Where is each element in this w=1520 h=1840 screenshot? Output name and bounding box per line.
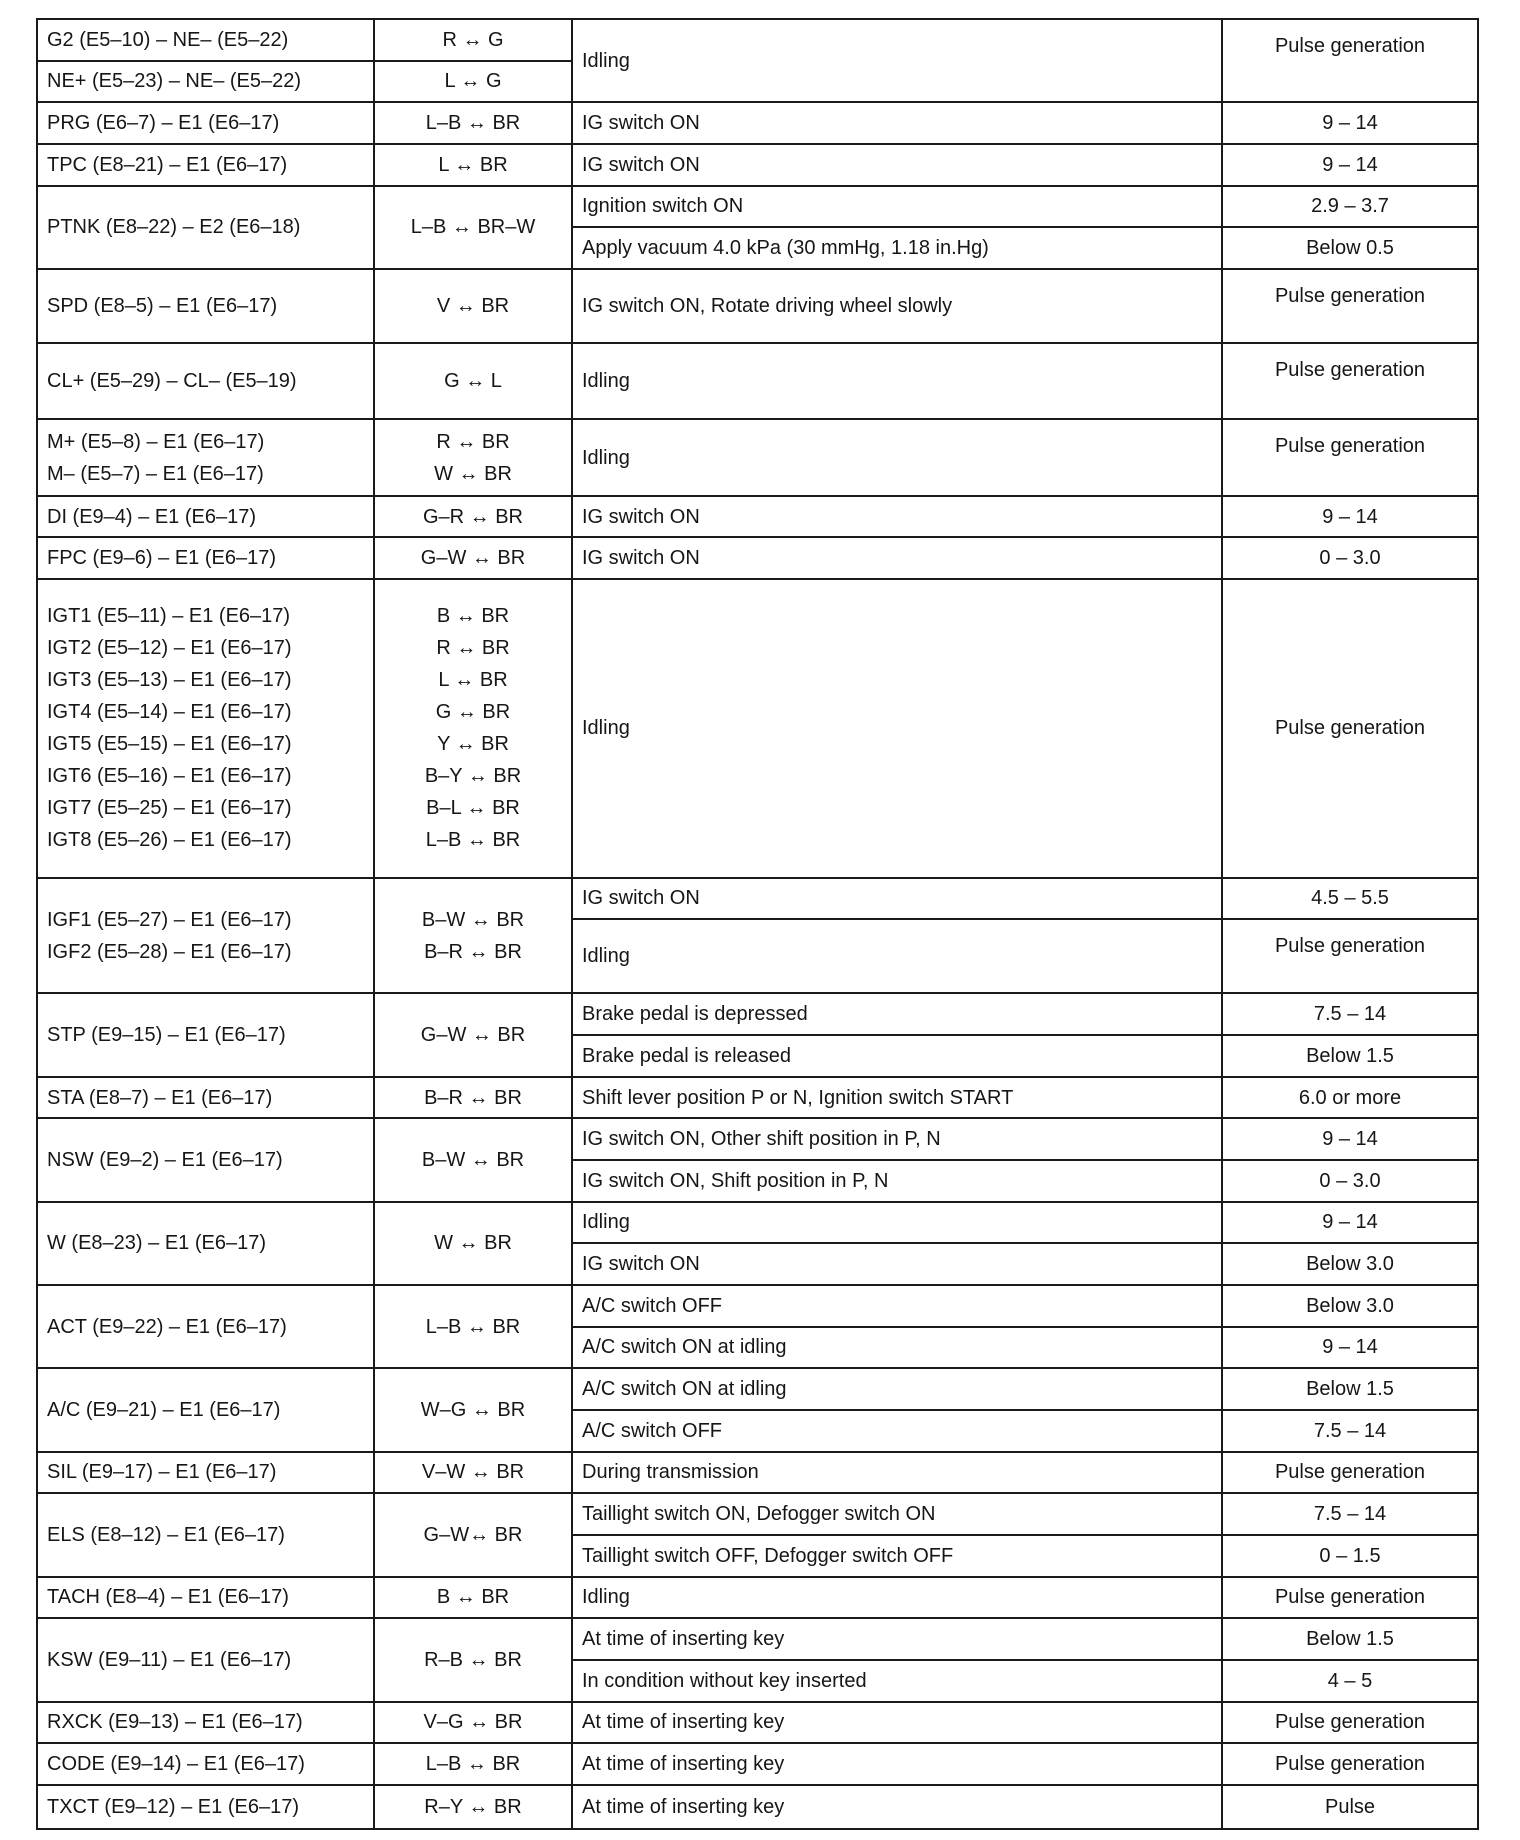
condition-cell: Idling (572, 419, 1222, 495)
terminal-cell-line: SIL (E9–17) – E1 (E6–17) (47, 1461, 277, 1484)
table-row (37, 1743, 1478, 1785)
table-row (37, 579, 1478, 878)
terminal-cell (37, 1118, 374, 1201)
wiring-color-cell-line: B–Y ↔ BR (424, 765, 522, 788)
specified-value-cell: Below 3.0 (1222, 1285, 1478, 1327)
terminal-cell (37, 1285, 374, 1368)
wiring-color-cell (374, 1285, 572, 1368)
terminal-cell (37, 19, 374, 61)
wiring-color-cell-line: B ↔ BR (436, 1586, 510, 1609)
condition-cell: IG switch ON (572, 878, 1222, 920)
condition-cell: Idling (572, 343, 1222, 419)
terminal-cell-line: DI (E9–4) – E1 (E6–17) (47, 505, 256, 528)
terminal-cell-line: KSW (E9–11) – E1 (E6–17) (47, 1648, 292, 1671)
wiring-color-cell-line: W ↔ BR (434, 1232, 512, 1255)
specified-value-cell: 4 – 5 (1222, 1660, 1478, 1702)
wiring-color-cell-line: L–B ↔ BR (425, 1753, 521, 1775)
terminal-cell (37, 144, 374, 186)
condition-cell: A/C switch ON at idling (572, 1368, 1222, 1410)
terminal-cell-line: STP (E9–15) – E1 (E6–17) (47, 1024, 286, 1047)
terminal-cell-line: ACT (E9–22) – E1 (E6–17) (47, 1315, 287, 1338)
condition-cell: IG switch ON (572, 1243, 1222, 1285)
specified-value-cell: Below 0.5 (1222, 227, 1478, 269)
terminal-cell-line: M+ (E5–8) – E1 (E6–17) (47, 430, 265, 453)
wiring-color-cell-line: R ↔ BR (436, 430, 510, 453)
specified-value-cell: 7.5 – 14 (1222, 1410, 1478, 1452)
specified-value-cell: 9 – 14 (1222, 1118, 1478, 1160)
condition-cell: Idling (572, 919, 1222, 993)
wiring-color-cell-line: B–R ↔ BR (424, 1086, 522, 1109)
condition-cell: Shift lever position P or N, Ignition switch START (572, 1077, 1222, 1119)
wiring-color-cell (374, 186, 572, 269)
condition-cell: IG switch ON, Other shift position in P, N (572, 1118, 1222, 1160)
table-row (37, 1285, 1478, 1327)
wiring-color-cell-line: R–Y ↔ BR (424, 1795, 522, 1818)
wiring-color-cell-line: G–W ↔ BR (420, 1024, 526, 1047)
condition-cell: Taillight switch OFF, Defogger switch OFF (572, 1535, 1222, 1577)
table-row (37, 19, 1478, 61)
table-row (37, 1202, 1478, 1244)
wiring-color-cell (374, 1202, 572, 1285)
wiring-color-cell-line: R ↔ G (442, 28, 504, 51)
terminal-cell-line: IGT4 (E5–14) – E1 (E6–17) (47, 701, 292, 724)
wiring-color-cell-line: L ↔ BR (438, 153, 508, 176)
table-row (37, 1452, 1478, 1494)
terminal-cell (37, 1785, 374, 1829)
condition-cell: A/C switch OFF (572, 1285, 1222, 1327)
specified-value-cell: 7.5 – 14 (1222, 993, 1478, 1035)
terminal-cell (37, 579, 374, 878)
terminal-cell-line: ELS (E8–12) – E1 (E6–17) (47, 1523, 285, 1546)
wiring-color-cell-line: L–B ↔ BR–W (410, 216, 536, 239)
condition-cell: Idling (572, 1577, 1222, 1619)
terminal-cell-line: G2 (E5–10) – NE– (E5–22) (47, 28, 289, 51)
wiring-color-cell-line: B–L ↔ BR (426, 797, 520, 820)
wiring-color-cell (374, 1368, 572, 1451)
table-row (37, 343, 1478, 419)
condition-cell: IG switch ON (572, 144, 1222, 186)
terminal-cell-line: IGT2 (E5–12) – E1 (E6–17) (47, 637, 292, 660)
table-row (37, 186, 1478, 228)
terminal-cell-line: TXCT (E9–12) – E1 (E6–17) (47, 1795, 299, 1818)
terminal-cell-line: IGT3 (E5–13) – E1 (E6–17) (47, 669, 292, 692)
condition-cell: IG switch ON (572, 537, 1222, 579)
wiring-color-cell (374, 993, 572, 1076)
wiring-color-cell-line: B–R ↔ BR (424, 940, 522, 963)
table-row (37, 537, 1478, 579)
wiring-color-cell-line: L–B ↔ BR (425, 829, 521, 852)
wiring-color-cell (374, 269, 572, 343)
specified-value-cell: 4.5 – 5.5 (1222, 878, 1478, 920)
table-row (37, 1702, 1478, 1744)
condition-cell: At time of inserting key (572, 1785, 1222, 1829)
terminal-cell-line: IGT8 (E5–26) – E1 (E6–17) (47, 829, 292, 852)
terminal-cell-line: SPD (E8–5) – E1 (E6–17) (47, 294, 278, 317)
wiring-color-cell (374, 1452, 572, 1494)
condition-cell: Ignition switch ON (572, 186, 1222, 228)
terminal-cell-line: FPC (E9–6) – E1 (E6–17) (47, 547, 276, 570)
terminal-cell-line: CODE (E9–14) – E1 (E6–17) (47, 1753, 305, 1775)
specified-value-cell: 0 – 3.0 (1222, 1160, 1478, 1202)
wiring-color-cell-line: R–B ↔ BR (424, 1648, 522, 1671)
terminal-cell (37, 419, 374, 495)
specified-value-cell: Below 3.0 (1222, 1243, 1478, 1285)
wiring-color-cell-line: V–G ↔ BR (423, 1711, 523, 1734)
wiring-color-cell-line: L–B ↔ BR (425, 1315, 521, 1338)
specified-value-cell: Below 1.5 (1222, 1618, 1478, 1660)
table-row (37, 102, 1478, 144)
wiring-color-cell (374, 61, 572, 103)
terminal-cell (37, 993, 374, 1076)
specified-value-cell: Below 1.5 (1222, 1368, 1478, 1410)
wiring-color-cell-line: V ↔ BR (436, 294, 510, 317)
table-row (37, 144, 1478, 186)
terminal-cell-line: A/C (E9–21) – E1 (E6–17) (47, 1398, 281, 1421)
condition-cell: IG switch ON (572, 102, 1222, 144)
terminal-cell (37, 61, 374, 103)
condition-cell: At time of inserting key (572, 1743, 1222, 1785)
terminal-cell (37, 1368, 374, 1451)
specified-value-cell: Pulse generation (1222, 579, 1478, 878)
wiring-color-cell (374, 419, 572, 495)
terminal-cell-line: TPC (E8–21) – E1 (E6–17) (47, 153, 288, 176)
terminal-cell (37, 1702, 374, 1744)
table-row (37, 269, 1478, 343)
terminal-cell (37, 1077, 374, 1119)
specified-value-cell: Below 1.5 (1222, 1035, 1478, 1077)
table-row (37, 1577, 1478, 1619)
terminal-cell (37, 1452, 374, 1494)
specified-value-cell: Pulse generation (1222, 269, 1478, 343)
specified-value-cell: 7.5 – 14 (1222, 1493, 1478, 1535)
wiring-color-cell-line: B–W ↔ BR (421, 908, 525, 931)
condition-cell: During transmission (572, 1452, 1222, 1494)
condition-cell: IG switch ON, Rotate driving wheel slowly (572, 269, 1222, 343)
specified-value-cell: Pulse generation (1222, 919, 1478, 993)
wiring-color-cell-line: G ↔ L (444, 370, 502, 393)
condition-cell: A/C switch ON at idling (572, 1327, 1222, 1369)
terminal-cell-line: IGF1 (E5–27) – E1 (E6–17) (47, 908, 292, 931)
wiring-color-cell-line: L–B ↔ BR (425, 112, 521, 135)
terminal-voltage-table-body (37, 19, 1478, 1829)
table-row (37, 878, 1478, 920)
wiring-color-cell (374, 1077, 572, 1119)
terminal-cell (37, 1618, 374, 1701)
specified-value-cell: Pulse generation (1222, 1577, 1478, 1619)
wiring-color-cell (374, 1493, 572, 1576)
wiring-color-cell (374, 1743, 572, 1785)
specified-value-cell: 9 – 14 (1222, 1202, 1478, 1244)
table-row (37, 1785, 1478, 1829)
wiring-color-cell-line: R ↔ BR (436, 637, 510, 660)
wiring-color-cell-line: W–G ↔ BR (420, 1398, 526, 1421)
terminal-cell-line: IGF2 (E5–28) – E1 (E6–17) (47, 940, 292, 963)
wiring-color-cell (374, 19, 572, 61)
terminal-cell-line: NSW (E9–2) – E1 (E6–17) (47, 1148, 283, 1171)
wiring-color-cell (374, 1785, 572, 1829)
terminal-cell (37, 343, 374, 419)
wiring-color-cell (374, 1702, 572, 1744)
condition-cell: At time of inserting key (572, 1618, 1222, 1660)
terminal-cell-line: IGT5 (E5–15) – E1 (E6–17) (47, 733, 292, 756)
wiring-color-cell (374, 1577, 572, 1619)
specified-value-cell: Pulse generation (1222, 1452, 1478, 1494)
wiring-color-cell-line: G–R ↔ BR (422, 505, 524, 528)
condition-cell: Brake pedal is released (572, 1035, 1222, 1077)
terminal-cell (37, 1743, 374, 1785)
specified-value-cell: 9 – 14 (1222, 496, 1478, 538)
terminal-cell-line: PRG (E6–7) – E1 (E6–17) (47, 112, 280, 135)
wiring-color-cell-line: B ↔ BR (436, 605, 510, 628)
table-row (37, 993, 1478, 1035)
wiring-color-cell-line: G–W ↔ BR (420, 547, 526, 570)
terminal-cell-line: NE+ (E5–23) – NE– (E5–22) (47, 70, 302, 93)
specified-value-cell: 0 – 3.0 (1222, 537, 1478, 579)
condition-cell: Idling (572, 1202, 1222, 1244)
table-row (37, 419, 1478, 495)
condition-cell: Apply vacuum 4.0 kPa (30 mmHg, 1.18 in.Hg) (572, 227, 1222, 269)
terminal-cell (37, 878, 374, 994)
terminal-cell-line: CL+ (E5–29) – CL– (E5–19) (47, 370, 297, 393)
table-row (37, 1077, 1478, 1119)
wiring-color-cell-line: Y ↔ BR (437, 733, 509, 756)
specified-value-cell: 9 – 14 (1222, 144, 1478, 186)
terminal-cell (37, 269, 374, 343)
terminal-cell-line: W (E8–23) – E1 (E6–17) (47, 1232, 266, 1255)
wiring-color-cell-line: W ↔ BR (434, 462, 512, 485)
terminal-cell-line: M– (E5–7) – E1 (E6–17) (47, 462, 264, 485)
terminal-cell (37, 1493, 374, 1576)
terminal-cell (37, 537, 374, 579)
terminal-voltage-table (36, 18, 1479, 1830)
condition-cell: Idling (572, 579, 1222, 878)
terminal-cell-line: IGT7 (E5–25) – E1 (E6–17) (47, 797, 292, 820)
wiring-color-cell-line: B–W ↔ BR (421, 1148, 525, 1171)
wiring-color-cell-line: G–W↔ BR (423, 1523, 523, 1546)
wiring-color-cell (374, 878, 572, 994)
wiring-color-cell (374, 579, 572, 878)
condition-cell: A/C switch OFF (572, 1410, 1222, 1452)
wiring-color-cell (374, 102, 572, 144)
wiring-color-cell-line: V–W ↔ BR (421, 1461, 525, 1484)
wiring-color-cell-line: L ↔ BR (438, 669, 508, 692)
terminal-cell (37, 1577, 374, 1619)
condition-cell: Brake pedal is depressed (572, 993, 1222, 1035)
specified-value-cell: 9 – 14 (1222, 102, 1478, 144)
table-row (37, 1118, 1478, 1160)
condition-cell: In condition without key inserted (572, 1660, 1222, 1702)
terminal-cell-line: TACH (E8–4) – E1 (E6–17) (47, 1586, 289, 1609)
wiring-color-cell-line: G ↔ BR (435, 701, 511, 724)
specified-value-cell: Pulse (1222, 1785, 1478, 1829)
wiring-color-cell (374, 1118, 572, 1201)
specified-value-cell: Pulse generation (1222, 19, 1478, 102)
terminal-cell-line: IGT6 (E5–16) – E1 (E6–17) (47, 765, 292, 788)
terminal-cell-line: IGT1 (E5–11) – E1 (E6–17) (47, 605, 291, 628)
wiring-color-cell (374, 144, 572, 186)
specified-value-cell: Pulse generation (1222, 1702, 1478, 1744)
terminal-cell-line: STA (E8–7) – E1 (E6–17) (47, 1086, 273, 1109)
terminal-cell-line: RXCK (E9–13) – E1 (E6–17) (47, 1711, 303, 1734)
condition-cell: Taillight switch ON, Defogger switch ON (572, 1493, 1222, 1535)
table-row (37, 496, 1478, 538)
wiring-color-cell (374, 1618, 572, 1701)
table-row (37, 1368, 1478, 1410)
specified-value-cell: 9 – 14 (1222, 1327, 1478, 1369)
wiring-color-cell (374, 343, 572, 419)
table-row (37, 1493, 1478, 1535)
specified-value-cell: Pulse generation (1222, 419, 1478, 495)
wiring-color-cell (374, 496, 572, 538)
condition-cell: IG switch ON (572, 496, 1222, 538)
specified-value-cell: Pulse generation (1222, 1743, 1478, 1785)
terminal-cell-line: PTNK (E8–22) – E2 (E6–18) (47, 216, 301, 239)
terminal-cell (37, 186, 374, 269)
specified-value-cell: 6.0 or more (1222, 1077, 1478, 1119)
wiring-color-cell (374, 537, 572, 579)
specified-value-cell: 0 – 1.5 (1222, 1535, 1478, 1577)
condition-cell: IG switch ON, Shift position in P, N (572, 1160, 1222, 1202)
condition-cell: At time of inserting key (572, 1702, 1222, 1744)
terminal-cell (37, 1202, 374, 1285)
wiring-color-cell-line: L ↔ G (444, 70, 502, 93)
condition-cell: Idling (572, 19, 1222, 102)
terminal-cell (37, 102, 374, 144)
table-row (37, 1618, 1478, 1660)
specified-value-cell: 2.9 – 3.7 (1222, 186, 1478, 228)
specified-value-cell: Pulse generation (1222, 343, 1478, 419)
terminal-cell (37, 496, 374, 538)
